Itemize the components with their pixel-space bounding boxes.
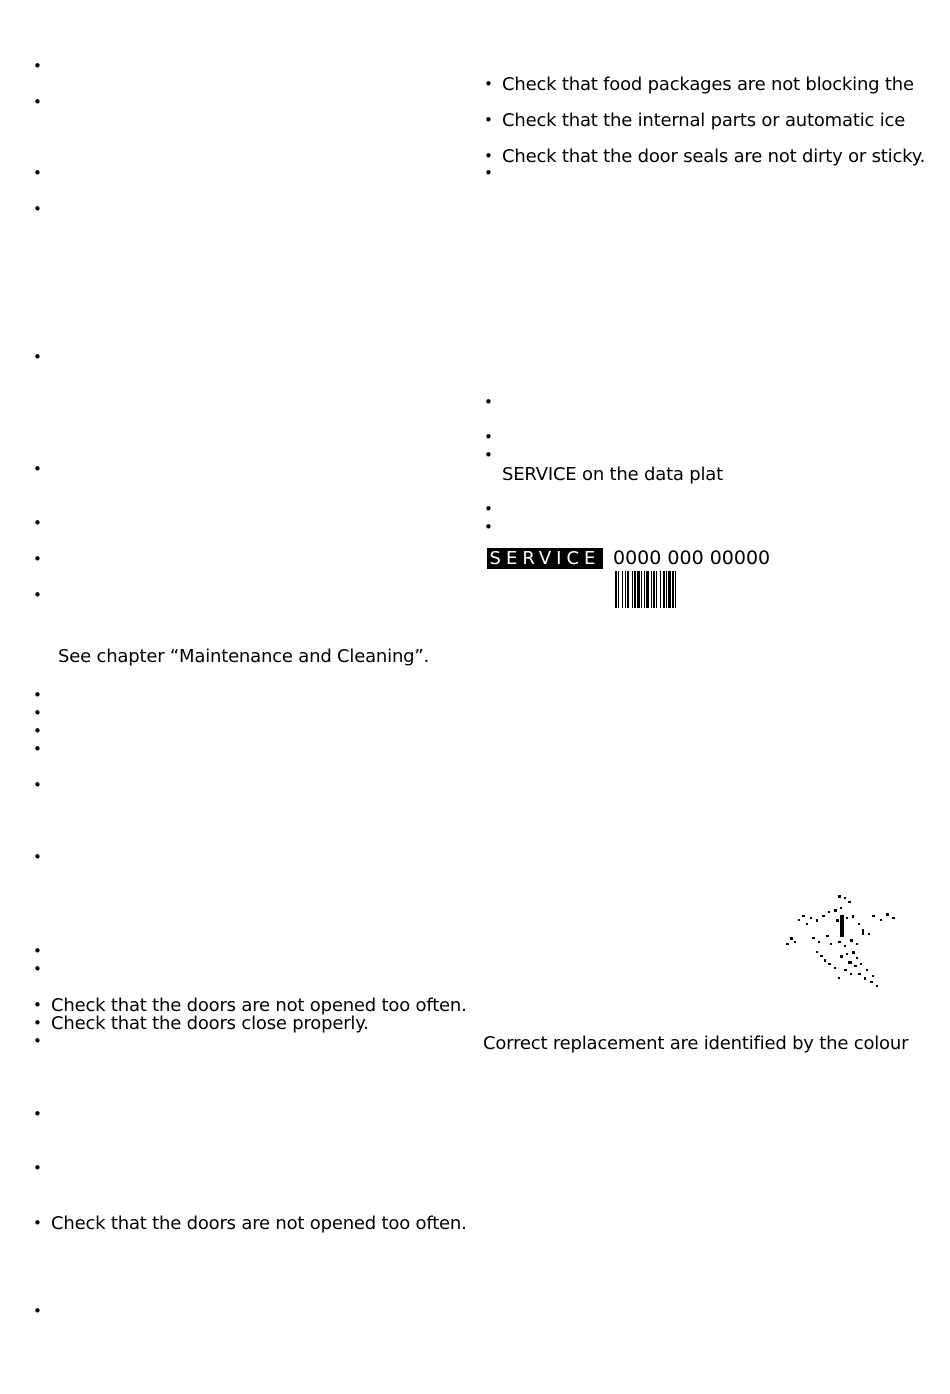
doors-opened-text-2: Check that the doors are not opened too often. [51,1213,467,1234]
bullet: • [33,776,42,794]
bullet: • [33,460,42,478]
bullet: • [484,164,493,182]
internal-parts-text: Check that the internal parts or automatic ice [502,110,906,131]
bullet: • [484,393,493,411]
bullet: • [33,1014,42,1032]
service-badge: SERVICE [487,548,603,569]
bullet: • [484,446,493,464]
replacement-text: Correct replacement are identified by the colour [483,1033,909,1054]
bullet: • [33,550,42,568]
bullet: • [33,1159,42,1177]
bullet: • [33,164,42,182]
bullet: • [33,586,42,604]
bullet: • [484,428,493,446]
service-data-plate-text: SERVICE on the data plat [502,464,723,485]
food-packages-text: Check that food packages are not blocking the [502,74,914,95]
bullet: • [33,200,42,218]
bullet: • [33,1032,42,1050]
bullet: • [33,57,42,75]
doors-close-text: Check that the doors close properly. [51,1013,369,1034]
bullet: • [33,93,42,111]
bullet: • [33,686,42,704]
bullet: • [484,500,493,518]
service-number: 0000 000 00000 [613,547,771,569]
bullet: • [33,1105,42,1123]
see-chapter-text: See chapter “Maintenance and Cleaning”. [58,646,430,667]
scribble-icon [782,893,898,991]
bullet: • [484,518,493,536]
barcode-icon [614,571,756,608]
bullet: • [484,111,493,129]
bullet: • [33,348,42,366]
bullet: • [33,1214,42,1232]
bullet: • [484,75,493,93]
bullet: • [33,996,42,1014]
bullet: • [484,147,493,165]
bullet: • [33,740,42,758]
door-seals-text: Check that the door seals are not dirty or sticky. [502,146,926,167]
bullet: • [33,942,42,960]
bullet: • [33,960,42,978]
bullet: • [33,722,42,740]
bullet: • [33,1302,42,1320]
doors-opened-text: Check that the doors are not opened too often. [51,995,467,1016]
bullet: • [33,704,42,722]
bullet: • [33,514,42,532]
bullet: • [33,848,42,866]
